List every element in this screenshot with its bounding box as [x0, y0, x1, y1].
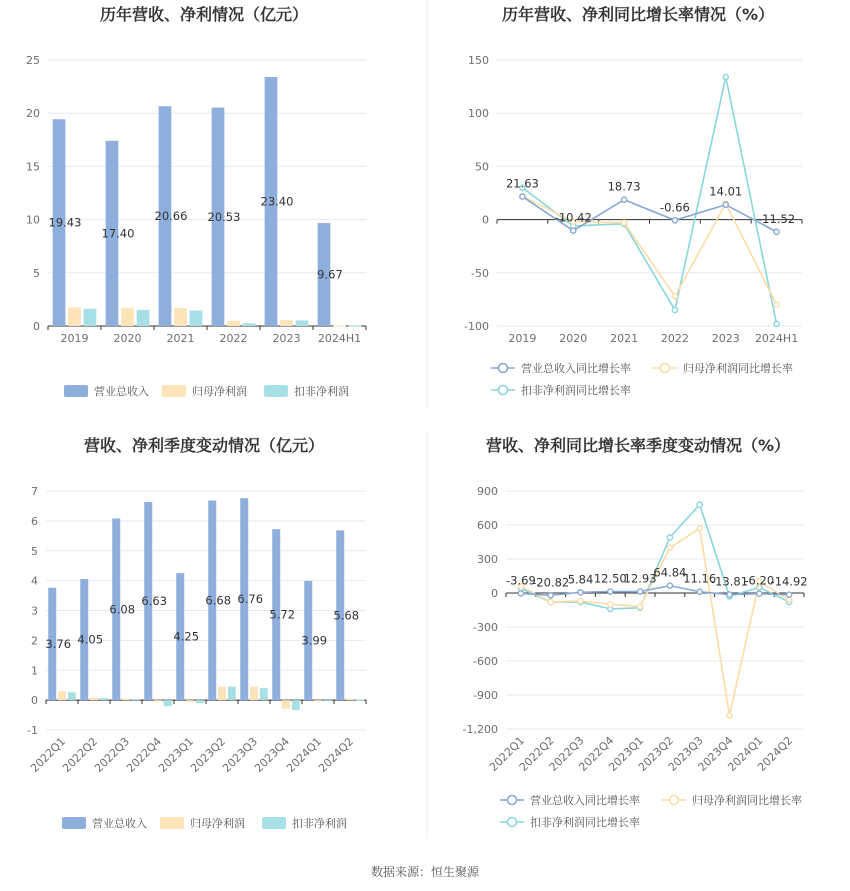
legend: [500, 793, 802, 829]
chart-0: [26, 5, 366, 398]
series-point-2: [774, 321, 779, 326]
chart-title: 历年营收、净利情况（亿元）: [99, 5, 309, 24]
x-tick-label: 2023Q2: [635, 733, 677, 774]
series-point-0: [621, 197, 626, 202]
data-label: 4.05: [77, 632, 104, 647]
chart-title: 营收、净利季度变动情况（亿元）: [83, 436, 325, 455]
x-tick-label: 2024Q1: [725, 733, 766, 774]
x-tick-label: 2022Q2: [516, 733, 557, 774]
legend: [64, 384, 349, 398]
data-label: 20.53: [207, 209, 241, 224]
series-line-1: [521, 528, 789, 715]
legend-label: 归母净利润同比增长率: [683, 362, 793, 375]
bar-1: [280, 320, 293, 326]
data-label: -11.52: [758, 211, 796, 226]
series-point-0: [774, 229, 779, 234]
series-point-0: [608, 589, 613, 594]
x-tick-label: 2020: [113, 332, 142, 345]
bar-2: [100, 698, 108, 700]
data-label: 14.01: [709, 184, 743, 199]
y-tick-label: 5: [33, 266, 40, 280]
bar-1: [250, 687, 258, 700]
bar-1: [174, 308, 187, 326]
y-tick-label: 4: [31, 574, 38, 588]
x-tick-label: 2023: [272, 332, 301, 345]
data-label: -14.92: [770, 574, 808, 589]
bar-2: [164, 700, 172, 706]
series-point-0: [571, 228, 576, 233]
bar-2: [132, 699, 140, 700]
legend-swatch-1: [162, 385, 186, 397]
bar-2: [349, 326, 362, 327]
x-tick-label: 2023: [711, 332, 740, 345]
legend-marker-0: [508, 796, 517, 805]
data-label: 64.84: [653, 565, 687, 580]
bar-2: [137, 310, 150, 326]
y-tick-label: 5: [31, 544, 38, 558]
bar-1: [186, 700, 194, 702]
data-label: 12.93: [623, 571, 657, 586]
x-tick-label: 2019: [508, 332, 537, 345]
data-label: 6.08: [109, 602, 136, 617]
series-point-0: [757, 591, 762, 596]
x-tick-label: 2022Q1: [486, 733, 528, 774]
bar-1: [58, 691, 66, 700]
y-tick-label: 15: [26, 160, 40, 174]
legend-marker-1: [661, 364, 670, 373]
data-label: 6.76: [237, 592, 264, 607]
y-tick-label: -900: [473, 689, 498, 702]
legend: [62, 816, 347, 830]
bar-2: [243, 323, 256, 326]
legend-swatch-2: [264, 385, 288, 397]
bar-1: [122, 699, 130, 700]
legend-marker-2: [499, 386, 508, 395]
series-point-0: [667, 583, 672, 588]
y-tick-label: -1: [27, 724, 38, 737]
chart-3: [463, 436, 808, 829]
data-label: 23.40: [260, 194, 294, 209]
y-tick-label: 2: [31, 634, 38, 648]
data-label: 6.63: [141, 594, 168, 609]
x-tick-label: 2021: [166, 332, 195, 345]
x-tick-label: 2022Q2: [60, 734, 101, 775]
bar-2: [190, 311, 203, 326]
chart-title: 历年营收、净利同比增长率情况（%）: [501, 5, 775, 24]
x-tick-label: 2024Q1: [284, 734, 325, 775]
bar-1: [121, 308, 134, 326]
x-tick-label: 2023Q4: [695, 733, 736, 774]
legend-label: 归母净利润: [190, 817, 245, 830]
source-label: 数据来源：恒生聚源: [370, 865, 480, 879]
series-point-0: [548, 593, 553, 598]
series-point-1: [774, 302, 779, 307]
legend-label: 归母净利润同比增长率: [692, 794, 802, 807]
legend-label: 扣非净利润同比增长率: [530, 816, 640, 829]
x-tick-label: 2023Q3: [220, 734, 261, 775]
bar-1: [333, 325, 346, 326]
series-point-1: [638, 604, 643, 609]
bar-1: [314, 700, 322, 701]
x-tick-label: 2022Q1: [28, 734, 69, 775]
bar-1: [346, 699, 354, 700]
data-label: -10.42: [554, 210, 592, 225]
data-label: -0.66: [660, 200, 690, 215]
data-label: 5.72: [269, 607, 296, 622]
y-tick-label: 600: [477, 519, 498, 532]
y-tick-label: 0: [33, 320, 40, 333]
bar-1: [218, 687, 226, 700]
x-tick-label: 2022Q3: [546, 733, 587, 774]
x-tick-label: 2023Q1: [606, 733, 647, 774]
y-tick-label: -300: [473, 621, 498, 634]
y-tick-label: 25: [26, 54, 40, 67]
legend-marker-0: [499, 364, 508, 373]
y-tick-label: 3: [31, 604, 38, 618]
legend-swatch-2: [262, 817, 286, 829]
data-label: 3.99: [301, 633, 328, 648]
data-label: 12.50: [593, 571, 627, 586]
series-point-0: [727, 592, 732, 597]
data-label: -20.82: [532, 575, 570, 590]
y-tick-label: -600: [473, 655, 498, 668]
data-label: 5.84: [567, 572, 594, 587]
data-label: 20.66: [154, 209, 188, 224]
bar-1: [154, 700, 162, 701]
bar-1: [227, 321, 240, 326]
legend-label: 营业总收入同比增长率: [521, 362, 631, 375]
x-tick-label: 2023Q1: [156, 734, 197, 775]
series-point-0: [723, 202, 728, 207]
x-tick-label: 2023Q3: [665, 733, 706, 774]
y-tick-label: -1,200: [462, 723, 498, 736]
series-point-0: [518, 591, 523, 596]
data-label: 4.25: [173, 629, 200, 644]
legend-swatch-1: [160, 817, 184, 829]
bar-2: [356, 700, 364, 701]
series-point-1: [608, 602, 613, 607]
series-point-1: [667, 545, 672, 550]
series-point-1: [727, 713, 732, 718]
series-point-2: [723, 74, 728, 79]
y-tick-label: 0: [31, 694, 38, 708]
y-tick-label: 20: [26, 107, 40, 121]
x-tick-label: 2019: [60, 332, 89, 345]
bar-1: [68, 307, 81, 326]
x-tick-label: 2023Q2: [188, 734, 229, 775]
legend-label: 营业总收入: [92, 817, 147, 830]
data-label: 5.68: [333, 608, 360, 623]
y-tick-label: 300: [477, 553, 498, 566]
legend-swatch-0: [62, 817, 86, 829]
chart-title: 营收、净利同比增长率季度变动情况（%）: [485, 436, 791, 455]
series-point-1: [621, 220, 626, 225]
x-tick-label: 2022: [219, 332, 248, 345]
series-point-1: [548, 599, 553, 604]
series-point-2: [697, 502, 702, 507]
legend-label: 扣非净利润: [292, 817, 347, 830]
y-tick-label: -100: [464, 320, 489, 333]
data-label: -13.81: [710, 574, 749, 589]
bar-1: [90, 698, 98, 700]
y-tick-label: 10: [26, 213, 40, 227]
series-point-2: [672, 307, 677, 312]
legend-marker-2: [508, 818, 517, 827]
series-point-1: [697, 526, 702, 531]
y-tick-label: -50: [471, 266, 489, 280]
x-tick-label: 2022: [660, 332, 689, 345]
series-point-0: [578, 590, 583, 595]
bar-2: [228, 687, 236, 700]
x-tick-label: 2024H1: [317, 332, 362, 345]
data-label: 9.67: [317, 267, 343, 282]
y-tick-label: 7: [31, 485, 38, 498]
x-tick-label: 2024Q2: [755, 733, 796, 774]
y-tick-label: 1: [31, 664, 38, 678]
data-label: 18.73: [607, 179, 641, 194]
y-tick-label: 900: [477, 485, 498, 498]
y-tick-label: 6: [31, 514, 38, 528]
y-tick-label: 50: [475, 160, 489, 174]
y-tick-label: 100: [468, 107, 489, 121]
x-tick-label: 2020: [559, 332, 588, 345]
x-tick-label: 2024H1: [754, 332, 799, 345]
data-label: 19.43: [48, 215, 82, 230]
bar-2: [68, 692, 76, 700]
series-point-0: [638, 589, 643, 594]
legend-label: 营业总收入: [94, 385, 149, 398]
data-label: 17.40: [101, 226, 135, 241]
legend-label: 归母净利润: [192, 385, 247, 398]
data-label: 6.68: [205, 593, 232, 608]
series-point-0: [520, 194, 525, 199]
series-point-0: [697, 589, 702, 594]
series-point-2: [667, 535, 672, 540]
x-tick-label: 2022Q3: [92, 734, 133, 775]
data-label: -6.20: [744, 573, 775, 588]
bar-2: [292, 700, 300, 710]
y-tick-label: 0: [491, 587, 498, 600]
series-point-1: [672, 294, 677, 299]
x-tick-label: 2021: [610, 332, 639, 345]
x-tick-label: 2022Q4: [124, 734, 165, 775]
y-tick-label: 150: [468, 54, 489, 67]
x-tick-label: 2022Q4: [576, 733, 617, 774]
legend-marker-1: [670, 796, 679, 805]
series-point-1: [578, 598, 583, 603]
legend-label: 扣非净利润同比增长率: [521, 384, 631, 397]
bar-2: [324, 700, 332, 701]
legend-label: 扣非净利润: [294, 385, 349, 398]
legend-label: 营业总收入同比增长率: [530, 794, 640, 807]
series-line-2: [522, 77, 776, 324]
bar-2: [196, 700, 204, 703]
data-label: -3.69: [506, 573, 536, 588]
chart-2: [27, 436, 366, 830]
bar-1: [282, 700, 290, 708]
bar-2: [296, 320, 309, 326]
x-tick-label: 2023Q4: [252, 734, 293, 775]
legend: [491, 361, 793, 397]
data-label: 11.16: [683, 571, 717, 586]
data-label: 3.76: [45, 636, 72, 651]
series-point-0: [787, 592, 792, 597]
x-tick-label: 2024Q2: [316, 734, 357, 775]
y-tick-label: 0: [482, 213, 489, 227]
bar-2: [84, 309, 97, 326]
bar-2: [260, 688, 268, 700]
series-point-0: [672, 218, 677, 223]
data-label: 21.63: [505, 176, 539, 191]
chart-1: [464, 5, 802, 397]
legend-swatch-0: [64, 385, 88, 397]
